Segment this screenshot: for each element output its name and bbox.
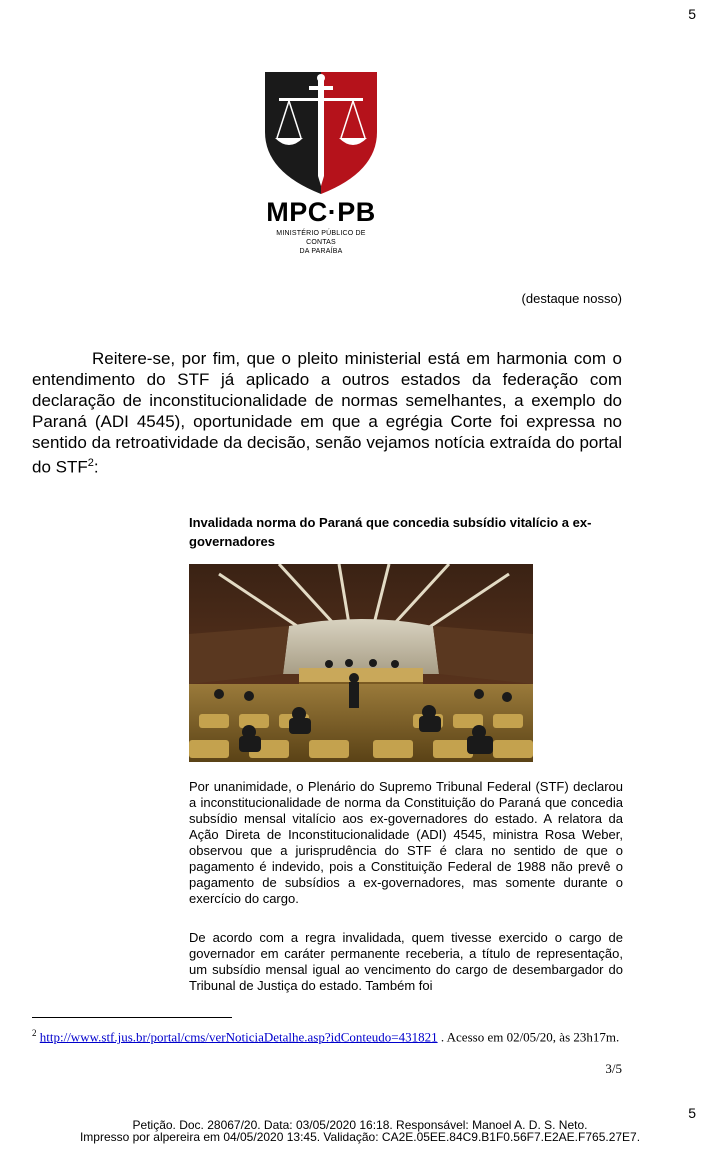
page-number-top: 5: [688, 6, 696, 22]
mpc-pb-logo: [265, 72, 377, 256]
news-paragraph-1: Por unanimidade, o Plenário do Supremo Tribunal Federal (STF) declarou a inconstitucionalidade de norma da Constituição do Paraná que concedia subsídio mensal vitalício aos ex-governadores do estado. A relatora da Ação Direta de Inconstitucionalidade (ADI) 4545, ministra Rosa Weber, observou que a jurisprudência do STF é clara no sentido de que o pagamento é indevido, pois a Constituição Federal de 1988 não prevê o pagamento de subsídios a ex-governadores, mas somente durante o exercício do cargo.: [189, 779, 623, 906]
main-paragraph-tail: :: [93, 457, 99, 477]
footnote-access: . Acesso em 02/05/20, às 23h17m.: [437, 1029, 620, 1045]
logo-name: MPC·PB: [266, 197, 376, 227]
footnote-divider: [32, 1017, 232, 1018]
main-paragraph-text: Reitere-se, por fim, que o pleito ministerial está em harmonia com o entendimento do STF já aplicado a outros estados da federação com declaração de inconstitucionalidade de normas semelhantes, a exemplo do Paraná (ADI 4545), oportunidade em que a egrégia Corte foi expressa no sentido da retroatividade da decisão, senão vejamos notícia extraída do portal do STF: [32, 349, 622, 477]
footnote-link[interactable]: http://www.stf.jus.br/portal/cms/verNoticiaDetalhe.asp?idConteudo=431821: [39, 1029, 438, 1045]
page-number-bottom: 5: [688, 1105, 696, 1121]
logo-subtitle-2: DA PARAÍBA: [299, 248, 343, 255]
news-title: Invalidada norma do Paraná que concedia subsídio vitalício a ex-governadores: [189, 515, 592, 549]
main-paragraph: [32, 348, 622, 478]
news-paragraph-2: De acordo com a regra invalidada, quem tivesse exercido o cargo de governador em caráter permanente receberia, a título de representação, um subsídio mensal igual ao vencimento do cargo de desembargador do Tribunal de Justiça do estado. Também foi: [189, 930, 623, 993]
stf-plenary-photo: [189, 564, 533, 762]
footnote-ref: 2: [87, 457, 94, 469]
scales-of-justice-icon: [265, 72, 377, 194]
logo-subtitle-1: MINISTÉRIO PÚBLICO DE CONTAS: [276, 230, 366, 246]
page-fraction: 3/5: [605, 1061, 622, 1076]
print-validation-info: Impresso por alpereira em 04/05/2020 13:45. Validação: CA2E.05EE.84C9.B1F0.56F7.E2AE.F765.27E7.: [79, 1130, 641, 1144]
footnote-number: 2: [32, 1028, 37, 1038]
footnote: [32, 1024, 622, 1046]
petition-info: Petição. Doc. 28067/20. Data: 03/05/2020 16:18. Responsável: Manoel A. D. S. Neto.: [132, 1118, 588, 1132]
destaque-note: (destaque nosso): [521, 291, 622, 306]
